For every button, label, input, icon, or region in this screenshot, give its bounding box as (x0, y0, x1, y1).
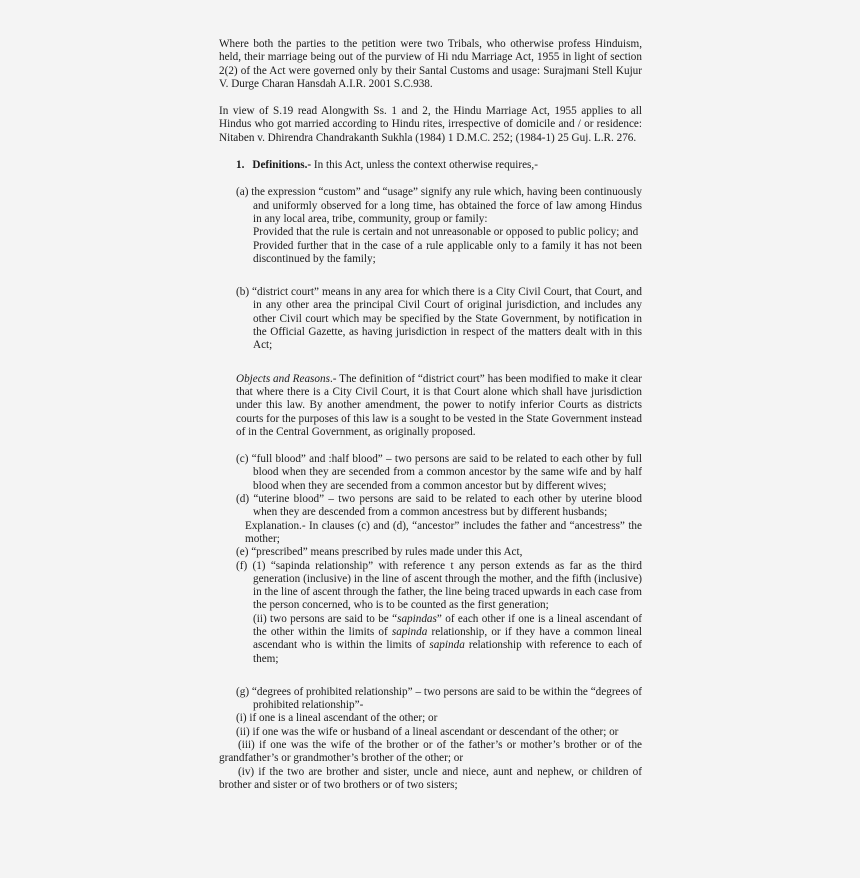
clause-f-2 (253, 613, 642, 666)
objects-text: .- The definition of “district court” has been modified to make it clear that where there is a City Civil Court, it is that Court alone which shall have jurisdiction under this law. By another amendment, the power to notify inferior Courts as districts courts for the purposes of this law is a sought to be vested in the State Government instead of in the Central Government, as originally proposed. (236, 372, 642, 438)
explanation: Explanation.- In clauses (c) and (d), “ancestor” includes the father and “ancestress” the mother; (245, 519, 642, 545)
section-lead: In this Act, unless the context otherwise requires,- (311, 159, 538, 172)
clause-a-proviso-1: Provided that the rule is certain and not unreasonable or opposed to public policy; and (253, 226, 639, 239)
clause-f-2-part: (ii) two persons are said to be “ (253, 612, 398, 625)
term-sapindas: sapindas (397, 612, 437, 625)
section-number: 1. (236, 159, 245, 172)
section-heading (236, 159, 642, 172)
clause-g-iv: (iv) if the two are brother and sister, uncle and niece, aunt and nephew, or children of brother and sister or of two brothers or of two sisters; (219, 765, 642, 791)
clause-a-proviso-2: Provided further that in the case of a rule applicable only to a family it has not been discontinued by the family; (253, 239, 642, 265)
intro-paragraph-2: In view of S.19 read Alongwith Ss. 1 and 2, the Hindu Marriage Act, 1955 applies to all Hindus who got married according to Hindu rites, irrespective of domicile and / or residence: Nitaben v. Dhirendra Chandrakanth Sukhla (1984) 1 D.M.C. 252; (1984-1) 25 Guj. L.R. 276. (219, 105, 642, 144)
clause-g: (g) “degrees of prohibited relationship” – two persons are said to be within the “degrees of prohibited relationship”- (236, 685, 642, 712)
objects-label: Objects and Reasons (236, 372, 330, 385)
term-sapinda: sapinda (429, 639, 465, 652)
clause-c: (c) “full blood” and :half blood” – two persons are said to be related to each other by full blood when they are secended from a common ancestor by the same wife and by half blood when they are secended from a common ancestor but by different wives; (236, 453, 642, 492)
clause-b: (b) “district court” means in any area for which there is a City Civil Court, that Court, and in any other area the principal Civil Court of original jurisdiction, and includes any other Civil court which may be specified by the State Government, by notification in the Official Gazette, as having jurisdiction in respect of the matters dealt with in this Act; (236, 286, 642, 352)
intro-paragraph-1: Where both the parties to the petition were two Tribals, who otherwise profess Hinduism, held, their marriage being out of the purview of Hi ndu Marriage Act, 1955 in light of section 2(2) of the Act were governed only by their Santal Customs and usage: Surajmani Stell Kujur V. Durge Charan Hansdah A.I.R. 2001 S.C.938. (219, 38, 642, 90)
clause-f-2-part: relationship with reference to each of them; (253, 639, 642, 665)
clause-f-2-part: relationship, or if they have a common lineal ascendant who is within the limits of (253, 625, 642, 652)
section-title: Definitions.- (252, 159, 312, 172)
clause-g-i: (i) if one is a lineal ascendant of the other; or (236, 712, 438, 725)
clause-g-iii: (iii) if one was the wife of the brother or of the father’s or mother’s brother or of the grandfather’s or grandmother’s brother of the other; or (219, 739, 642, 765)
clause-f-1: (f) (1) “sapinda relationship” with reference t any person extends as far as the third generation (inclusive) in the line of ascent through the mother, and the fifth (inclusive) in the line of ascent through the father, the line being traced upwards in each case from the person concerned, who is to be counted as the first generation; (236, 559, 642, 612)
clause-g-ii: (ii) if one was the wife or husband of a lineal ascendant or descendant of the other; or (236, 725, 619, 738)
clause-d: (d) “uterine blood” – two persons are said to be related to each other by uterine blood when they are descended from a common ancestress but by different husbands; (236, 493, 642, 519)
clause-f-2-part: ” of each other if one is a lineal ascendant of the other within the limits of (253, 612, 642, 638)
clause-e: (e) “prescribed” means prescribed by rules made under this Act, (236, 546, 523, 559)
objects-and-reasons (236, 373, 642, 439)
clause-a: (a) the expression “custom” and “usage” signify any rule which, having been continuously and uniformly observed for a long time, has obtained the force of law among Hindus in any local area, tribe, community, group or family: (236, 186, 642, 225)
term-sapinda: sapinda (391, 625, 428, 638)
